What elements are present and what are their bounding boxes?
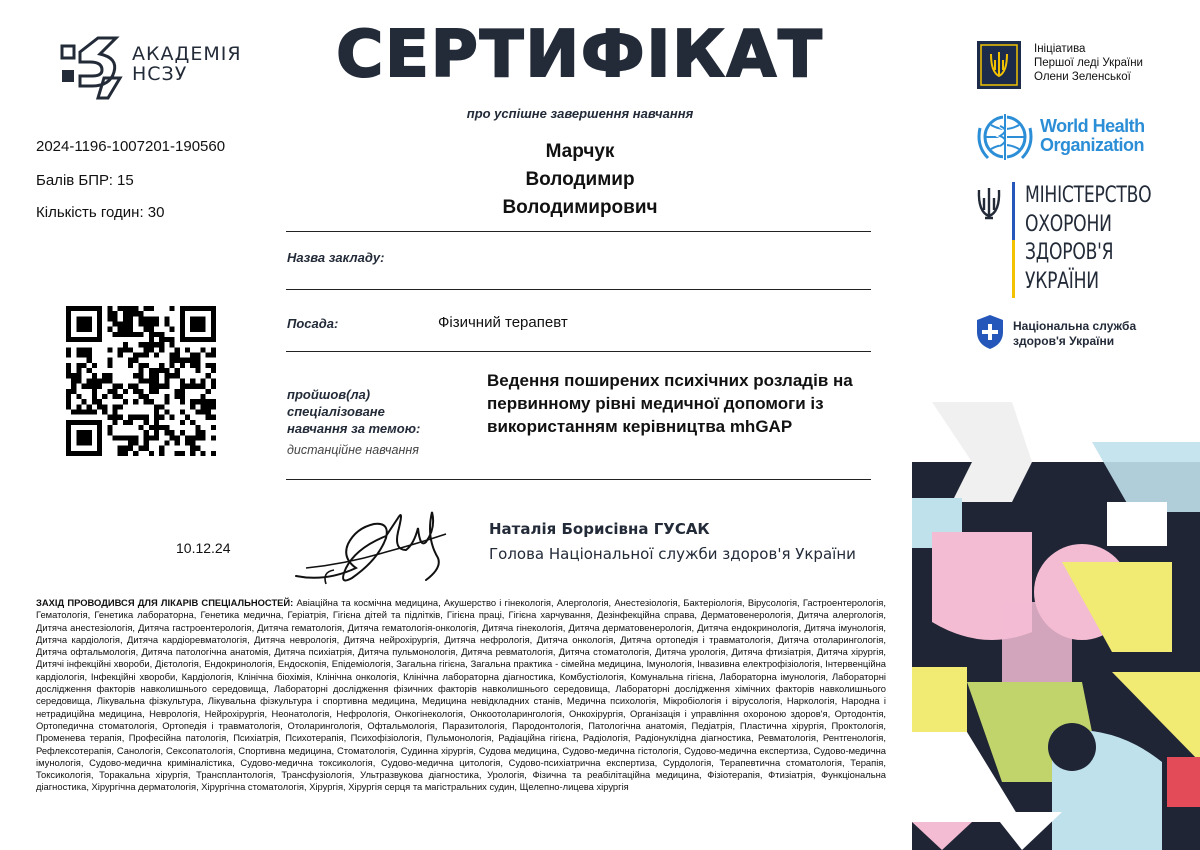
divider (286, 231, 871, 232)
moh-text: МІНІСТЕРСТВО ОХОРОНИ ЗДОРОВ'Я УКРАЇНИ (1025, 183, 1152, 294)
divider (286, 289, 871, 290)
training-topic: Ведення поширених психічних розладів на первинному рівні медичної допомоги із використанням керівництва mhGAP (487, 371, 853, 436)
training-mode: дистанційне навчання (287, 443, 419, 457)
signer-role: Голова Національної служби здоров'я України (489, 545, 856, 563)
who-text: World Health Organization (1040, 116, 1145, 155)
qr-code (66, 306, 216, 456)
certificate-subtitle: про успішне завершення навчання (466, 106, 694, 121)
bpr-points: Балів БПР: 15 (36, 172, 134, 189)
recipient-first-name: Володимир (525, 169, 635, 190)
first-lady-initiative-icon (976, 40, 1022, 90)
who-emblem-icon (976, 108, 1034, 166)
institution-label: Назва закладу: (287, 250, 385, 265)
topic-label: пройшов(ла) спеціалізоване навчання за темою: (287, 387, 421, 436)
nszu-text: Національна служба здоров'я України (1013, 319, 1137, 348)
divider (286, 479, 871, 480)
signer-name: Наталія Борисівна ГУСАК (489, 520, 710, 538)
recipient-patronymic: Володимирович (502, 197, 658, 218)
position-label: Посада: (287, 316, 339, 331)
certificate-title: СЕРТИФІКАТ (336, 18, 824, 92)
position-value: Фізичний терапевт (438, 314, 568, 331)
recipient-surname: Марчук (545, 141, 615, 162)
specialties-list (36, 597, 886, 794)
moh-flag-bar (1012, 182, 1015, 298)
first-lady-initiative-text: Ініціатива Першої леді України Олени Зеленської (1034, 43, 1143, 83)
trident-icon (976, 186, 1002, 222)
signature-image (286, 498, 456, 590)
issue-date: 10.12.24 (176, 540, 231, 556)
decorative-geometric-art (912, 402, 1200, 850)
specialties-text: Авіаційна та космічна медицина, Акушерство і гінекологія, Алергологія, Анестезіологія, Бактеріологія, Вірусологія, Гастроентерологія, Гематологія, Генетика лабораторна, Генетика медична, Геріатрія, Гігієна дітей та підлітків, Гігієна праці, Гігієна харчування, Дезінфекційна справа, Дерматовенерологія, Дитяча алергологія, Дитяча анестезіологія, Дитяча гастроентерологія, Дитяча гематологія, Дитяча гематологія-онкологія, Дитяча гінекологія, Дитяча дерматовенерологія, Дитяча ендокринологія, Дитяча імунологія, Дитяча кардіологія, Дитяча кардіоревматологія, Дитяча неврологія, Дитяча нейрохірургія, Дитяча нефрологія, Дитяча онкологія, Дитяча ортопедія і травматологія, Дитяча отоларингологія, Дитяча офтальмологія, Дитяча патологічна анатомія, Дитяча психіатрія, Дитяча пульмонологія, Дитяча ревматологія, Дитяча стоматологія, Дитяча урологія, Дитяча фтизіатрія, Дитяча хірургія, Дитячі інфекційні хвороби, Дієтологія, Ендокринологія, Ендоскопія, Епідеміологія, Загальна гігієна, Загальна практика - сімейна медицина, Імунологія, Інвазивна електрофізіологія, Інтервенційна кардіологія, Інфекційні хвороби, Кардіологія, Клінічна біохімія, Клінічна онкологія, Клінічна лабораторна діагностика, Комбустіологія, Комунальна гігієна, Лабораторна імунологія, Лабораторні дослідження факторів навколишнього середовища, Лабораторні дослідження фізичних факторів навколишнього середовища, Лабораторні дослідження хімічних факторів навколишнього середовища, Лікувальна фізкультура, Лікувальна фізкультура і спортивна медицина, Медицина невідкладних станів, Медична психологія, Мікробіологія і вірусологія, Наркологія, Народна і нетрадиційна медицина, Неврологія, Нейрохірургія, Неонатологія, Нефрологія, Онкогінекологія, Онкоотоларингологія, Онкохірургія, Організація і управління охороною здоров'я, Ортодонтія, Ортопедична стоматологія, Ортопедія і травматологія, Отоларингологія, Офтальмологія, Паразитологія, Пародонтологія, Патологічна анатомія, Педіатрія, Пластична хірургія, Проктологія, Променева терапія, Професійна патологія, Психіатрія, Психотерапія, Психофізіологія, Пульмонологія, Радіаційна гігієна, Радіологія, Радіонуклідна діагностика, Ревматологія, Рентгенологія, Рефлексотерапія, Санологія, Сексопатологія, Спортивна медицина, Стоматологія, Судинна хірургія, Судова медицина, Судово-медична гістологія, Судово-медична експертиза, Судово-медична імунологія, Судово-медична криміналістика, Судово-медична токсикологія, Судово-медична цитологія, Судово-психіатрична експертиза, Сурдологія, Терапевтична стоматологія, Терапія, Токсикологія, Торакальна хірургія, Трансплантологія, Трансфузіологія, Ультразвукова діагностика, Урологія, Фізична та реабілітаційна медицина, Фізіотерапія, Фтизіатрія, Функціональна діагностика, Хірургічна дерматологія, Хірургічна стоматологія, Хірургія, Хірургія серця та магістральних судин, Щелепно-лицева хірургія (36, 597, 886, 793)
specialties-heading: ЗАХІД ПРОВОДИВСЯ ДЛЯ ЛІКАРІВ СПЕЦІАЛЬНОСТЕЙ: (36, 597, 294, 608)
nszu-shield-icon (976, 314, 1004, 350)
certificate-number: 2024-1196-1007201-190560 (36, 138, 226, 155)
academy-name: АКАДЕМІЯ НСЗУ (132, 43, 242, 85)
divider (286, 351, 871, 352)
hours-count: Кількість годин: 30 (36, 204, 165, 221)
